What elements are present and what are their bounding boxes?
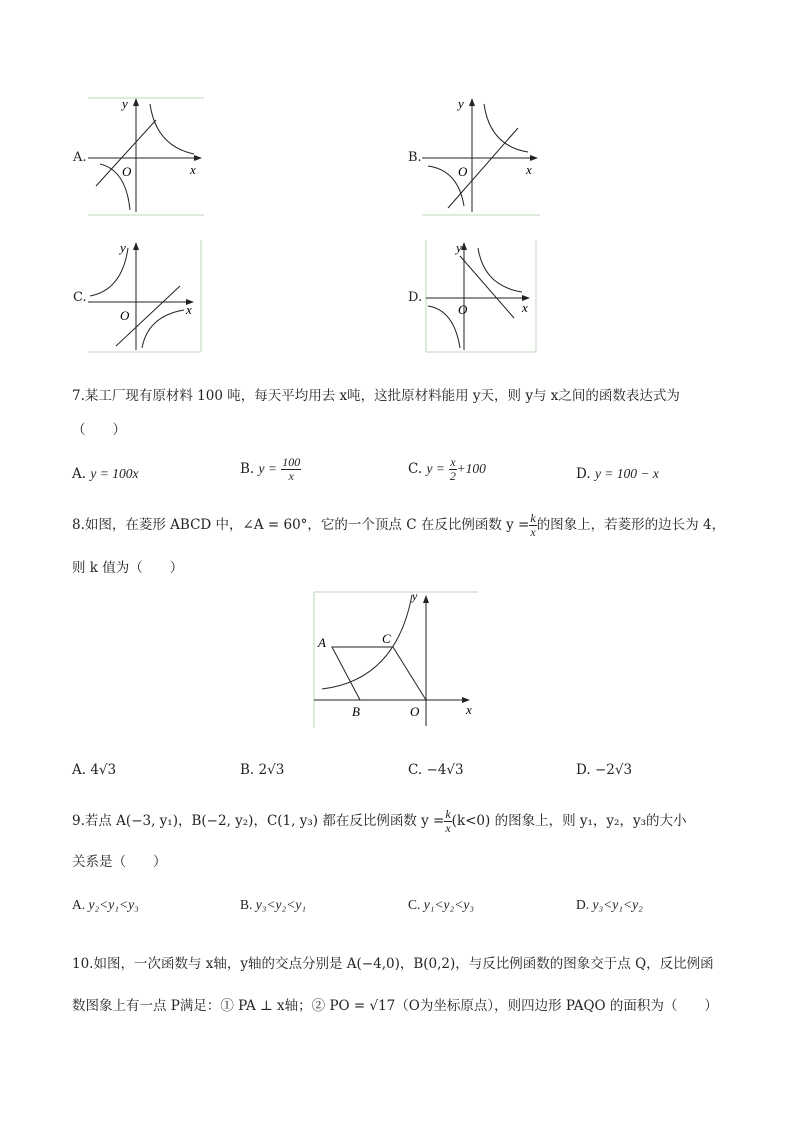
q8-line2: 则 k 值为（ ） — [72, 560, 184, 576]
q7-option-d: D. y = 100 − x — [576, 466, 659, 482]
x-axis-label: x — [466, 702, 472, 717]
origin-label: O — [410, 704, 420, 719]
q8-option-c: C. −4√3 — [408, 762, 464, 778]
graph-option-b — [420, 94, 544, 218]
y-axis-label: y — [458, 96, 464, 111]
q10-line2: 数图象上有一点 P满足：① PA ⊥ x轴；② PO = √17（O为坐标原点），则四边形 PAQO 的面积为（ ） — [72, 998, 718, 1014]
q8-option-a: A. 4√3 — [72, 762, 117, 778]
q7-text: 7.某工厂现有原材料 100 吨，每天平均用去 x吨，这批原材料能用 y天，则 y与 x之间的函数表达式为 — [72, 388, 680, 404]
q9-option-a: A. y₂<y₁<y₃ — [72, 897, 139, 912]
q8-rhombus-figure — [312, 590, 482, 730]
q9-option-d: D. y₃<y₁<y₂ — [576, 897, 643, 912]
x-axis-label: x — [190, 162, 196, 177]
graph-option-a — [86, 94, 206, 218]
origin-label: O — [120, 308, 130, 323]
q9-option-b: B. y₃<y₂<y₁ — [240, 897, 307, 912]
q8-option-b: B. 2√3 — [240, 762, 285, 778]
q7-option-b: B. y = $\frac{100}{x}$ — [240, 455, 301, 483]
q7-paren: （ ） — [72, 422, 126, 438]
x-axis-label: x — [526, 162, 532, 177]
origin-label: O — [458, 164, 468, 179]
point-c-label: C — [382, 631, 391, 646]
q9-line1: 9.若点 A(−3, y₁)，B(−2, y₂)，C(1, y₃) 都在反比例函数 y = $\frac{k}{x}$ (k<0) 的图象上，则 y₁，y₂，y₃的大小 — [72, 807, 687, 835]
q7-option-a: A. y = 100x — [72, 466, 139, 482]
x-axis-label: x — [522, 300, 528, 315]
y-axis-label: y — [412, 590, 418, 603]
q8-line1: 8.如图，在菱形 ABCD 中，∠A = 60°，它的一个顶点 C 在反比例函数 y = $\frac{k}{x}$ 的图象上，若菱形的边长为 4， — [72, 511, 726, 539]
y-axis-label: y — [122, 96, 128, 111]
point-a-label: A — [318, 635, 326, 650]
option-b-label: B. — [408, 150, 422, 165]
origin-label: O — [122, 164, 132, 179]
y-axis-label: y — [120, 240, 126, 255]
q9-option-c: C. y₁<y₂<y₃ — [408, 897, 475, 912]
graph-option-d — [422, 236, 542, 356]
q9-line2: 关系是（ ） — [72, 854, 167, 870]
option-c-label: C. — [73, 290, 87, 305]
option-d-label: D. — [408, 290, 423, 305]
origin-label: O — [458, 302, 468, 317]
graph-option-c — [86, 236, 206, 356]
option-a-label: A. — [73, 150, 87, 165]
point-b-label: B — [352, 704, 360, 719]
y-axis-label: y — [456, 240, 462, 255]
x-axis-label: x — [186, 302, 192, 317]
q10-line1: 10.如图，一次函数与 x轴，y轴的交点分别是 A(−4,0)，B(0,2)，与反比例函数的图象交于点 Q，反比例函 — [72, 956, 714, 972]
q8-option-d: D. −2√3 — [576, 762, 633, 778]
q7-option-c: C. y = $\frac{x}{2}$ +100 — [408, 455, 486, 483]
